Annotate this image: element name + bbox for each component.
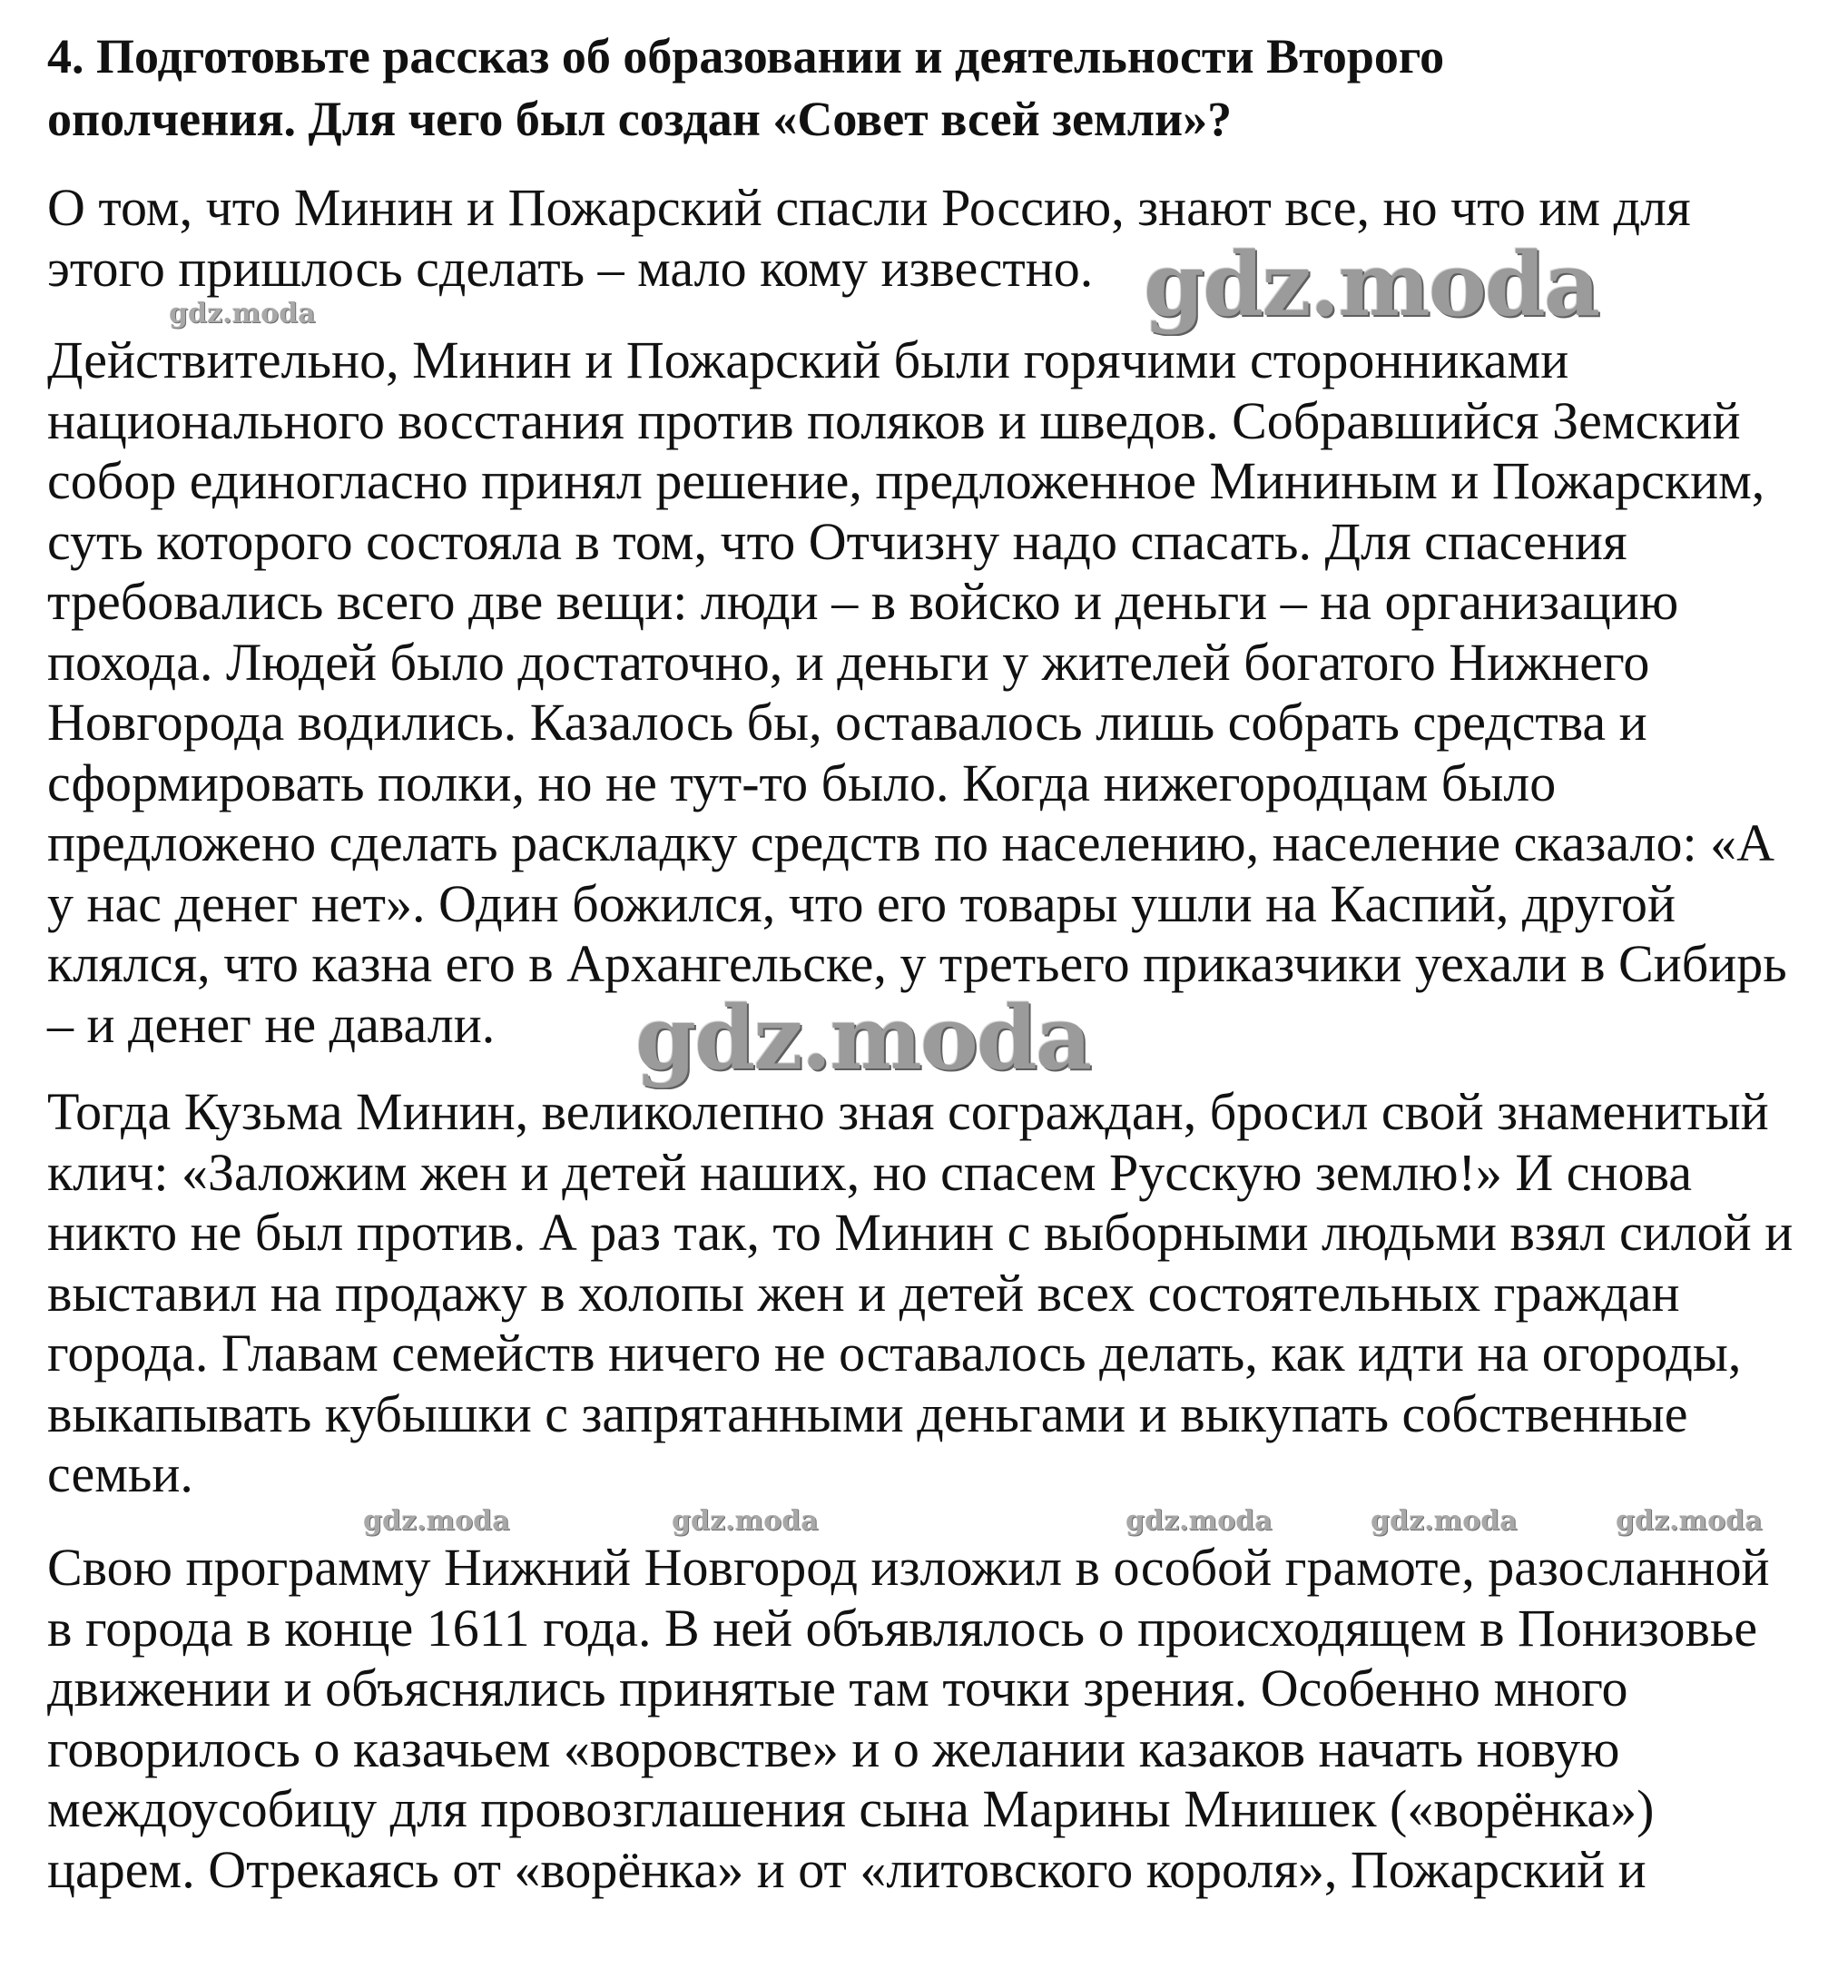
- text-line: семьи.: [47, 1444, 193, 1503]
- text-line: Действительно, Минин и Пожарский были горячими сторонниками: [47, 330, 1569, 389]
- question-heading: [47, 25, 1444, 151]
- watermark-logo: gdz.moda: [1144, 233, 1599, 336]
- text-line: предложено сделать раскладку средств по населению, население сказало: «А: [47, 813, 1775, 872]
- text-line: движении и объяснялись принятые там точки зрения. Особенно много: [47, 1658, 1628, 1717]
- text-line: клялся, что казна его в Архангельске, у третьего приказчики уехали в Сибирь: [47, 934, 1787, 993]
- watermark-logo: gdz.moda: [1616, 1505, 1763, 1537]
- paragraph-3: [47, 1082, 1793, 1505]
- text-line: похода. Людей было достаточно, и деньги у жителей богатого Нижнего: [47, 632, 1650, 692]
- watermark-logo: gdz.moda: [1371, 1505, 1518, 1537]
- text-line: – и денег не давали.: [47, 994, 496, 1054]
- text-line: царем. Отрекаясь от «ворёнка» и от «литовского короля», Пожарский и: [47, 1839, 1646, 1899]
- watermark-logo: gdz.moda: [363, 1505, 510, 1537]
- text-line: национального восстания против поляков и шведов. Собравшийся Земский: [47, 390, 1741, 450]
- watermark-logo: gdz.moda: [1126, 1505, 1273, 1537]
- text-line: суть которого состояла в том, что Отчизну надо спасать. Для спасения: [47, 511, 1627, 571]
- text-line: никто не был против. А раз так, то Минин с выборными людьми взял силой и: [47, 1203, 1794, 1262]
- heading-line: ополчения. Для чего был создан «Совет всей земли»?: [47, 92, 1233, 146]
- text-line: говорилось о казачьем «воровстве» и о желании казаков начать новую: [47, 1718, 1620, 1778]
- text-line: у нас денег нет». Один божился, что его товары ушли на Каспий, другой: [47, 873, 1676, 933]
- text-line: этого пришлось сделать – мало кому известно.: [47, 238, 1094, 298]
- text-line: Новгорода водились. Казалось бы, оставалось лишь собрать средства и: [47, 693, 1647, 752]
- text-line: сформировать полки, но не тут-то было. Когда нижегородцам было: [47, 753, 1557, 812]
- watermark-logo: gdz.moda: [672, 1505, 819, 1537]
- text-line: города. Главам семейств ничего не оставалось делать, как идти на огороды,: [47, 1324, 1742, 1383]
- text-line: в города в конце 1611 года. В ней объявлялось о происходящем в Понизовье: [47, 1598, 1758, 1658]
- text-line: Свою программу Нижний Новгород изложил в особой грамоте, разосланной: [47, 1538, 1770, 1597]
- text-line: Тогда Кузьма Минин, великолепно зная сограждан, бросил свой знаменитый: [47, 1082, 1769, 1141]
- heading-line: 4. Подготовьте рассказ об образовании и деятельности Второго: [47, 29, 1445, 84]
- text-line: собор единогласно принял решение, предложенное Мининым и Пожарским,: [47, 451, 1765, 510]
- text-line: требовались всего две вещи: люди – в войско и деньги – на организацию: [47, 572, 1679, 631]
- paragraph-2: [47, 330, 1787, 1055]
- watermark-logo: gdz.moda: [635, 987, 1091, 1089]
- watermark-logo: gdz.moda: [169, 298, 316, 330]
- text-line: междоусобицу для провозглашения сына Марины Мнишек («ворёнка»): [47, 1779, 1655, 1838]
- text-line: выставил на продажу в холопы жен и детей всех состоятельных граждан: [47, 1263, 1680, 1323]
- text-line: выкапывать кубышки с запрятанными деньгами и выкупать собственные: [47, 1383, 1688, 1443]
- paragraph-4: [47, 1538, 1770, 1900]
- text-line: О том, что Минин и Пожарский спасли Россию, знают все, но что им для: [47, 178, 1691, 237]
- text-line: клич: «Заложим жен и детей наших, но спасем Русскую землю!» И снова: [47, 1142, 1692, 1202]
